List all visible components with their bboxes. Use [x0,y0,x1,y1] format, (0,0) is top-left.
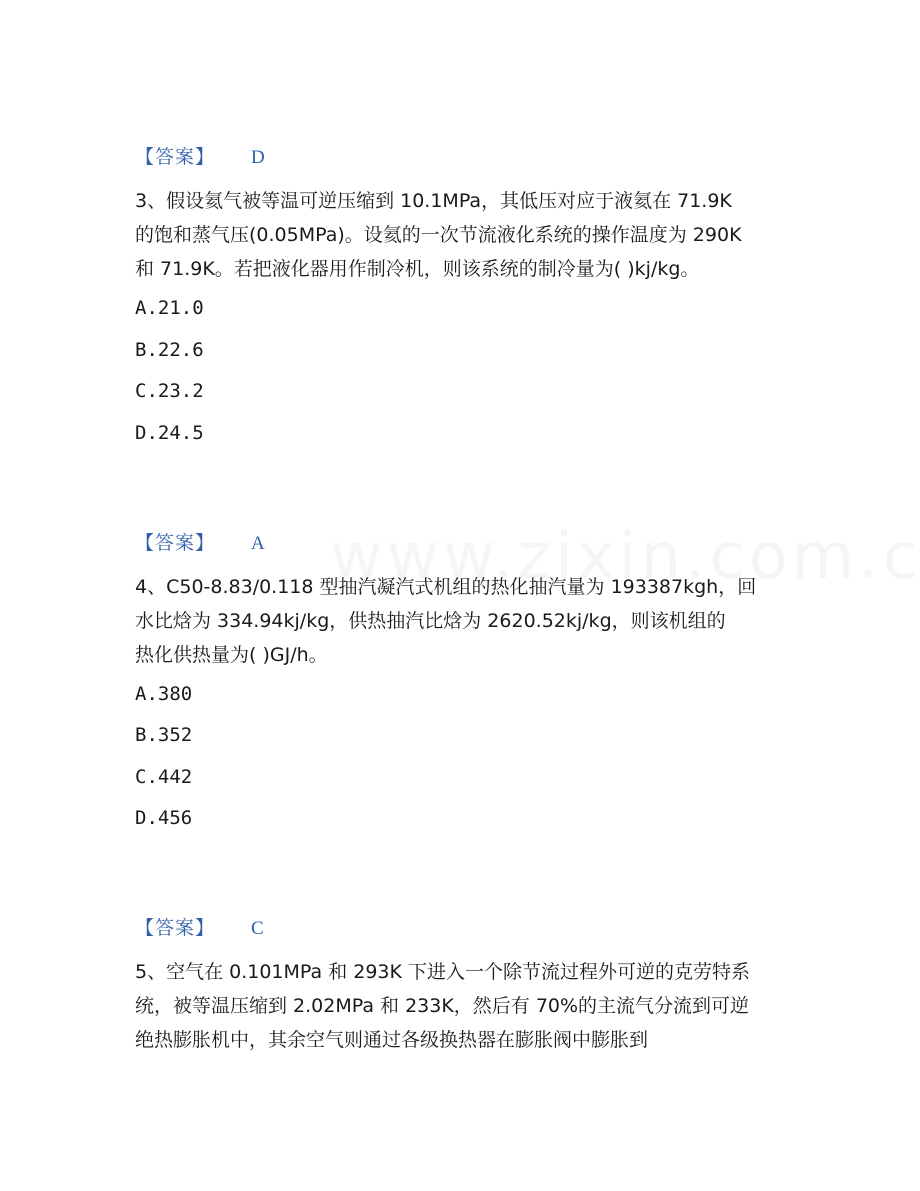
option-d: D.456 [135,807,193,829]
question-text [135,955,785,1057]
question-line: 4、C50-8.83/0.118 型抽汽凝汽式机组的热化抽汽量为 193387kgh，回 [135,576,757,598]
question-line: 3、假设氦气被等温可逆压缩到 10.1MPa，其低压对应于液氦在 71.9K [135,190,732,212]
option-a: A.21.0 [135,297,204,319]
question-line: 水比焓为 334.94kj/kg，供热抽汽比焓为 2620.52kj/kg，则该机组的 [135,610,726,632]
question-line: 的饱和蒸气压(0.05MPa)。设氦的一次节流液化系统的操作温度为 290K [135,224,742,246]
question-line: 5、空气在 0.101MPa 和 293K 下进入一个除节流过程外可逆的克劳特系 [135,961,751,983]
question-line: 绝热膨胀机中，其余空气则通过各级换热器在膨胀阀中膨胀到 [135,1029,649,1051]
option-a: A.380 [135,683,193,705]
option-d: D.24.5 [135,422,204,444]
option-b: B.22.6 [135,339,204,361]
question-line: 热化供热量为( )GJ/h。 [135,644,328,666]
answer-value: A [251,533,265,554]
answer-label: 【答案】 [135,146,216,168]
answer-label: 【答案】 [135,532,216,554]
question-text [135,570,785,672]
question-line: 统，被等温压缩到 2.02MPa 和 233K，然后有 70%的主流气分流到可逆 [135,995,750,1017]
answer-row [135,916,264,941]
answer-label: 【答案】 [135,917,216,939]
option-c: C.23.2 [135,380,204,402]
answer-row [135,531,265,556]
answer-row [135,145,265,170]
option-b: B.352 [135,724,193,746]
question-text [135,184,785,286]
answer-value: C [251,918,264,939]
answer-value: D [251,147,265,168]
question-line: 和 71.9K。若把液化器用作制冷机，则该系统的制冷量为( )kj/kg。 [135,258,700,280]
option-c: C.442 [135,766,193,788]
